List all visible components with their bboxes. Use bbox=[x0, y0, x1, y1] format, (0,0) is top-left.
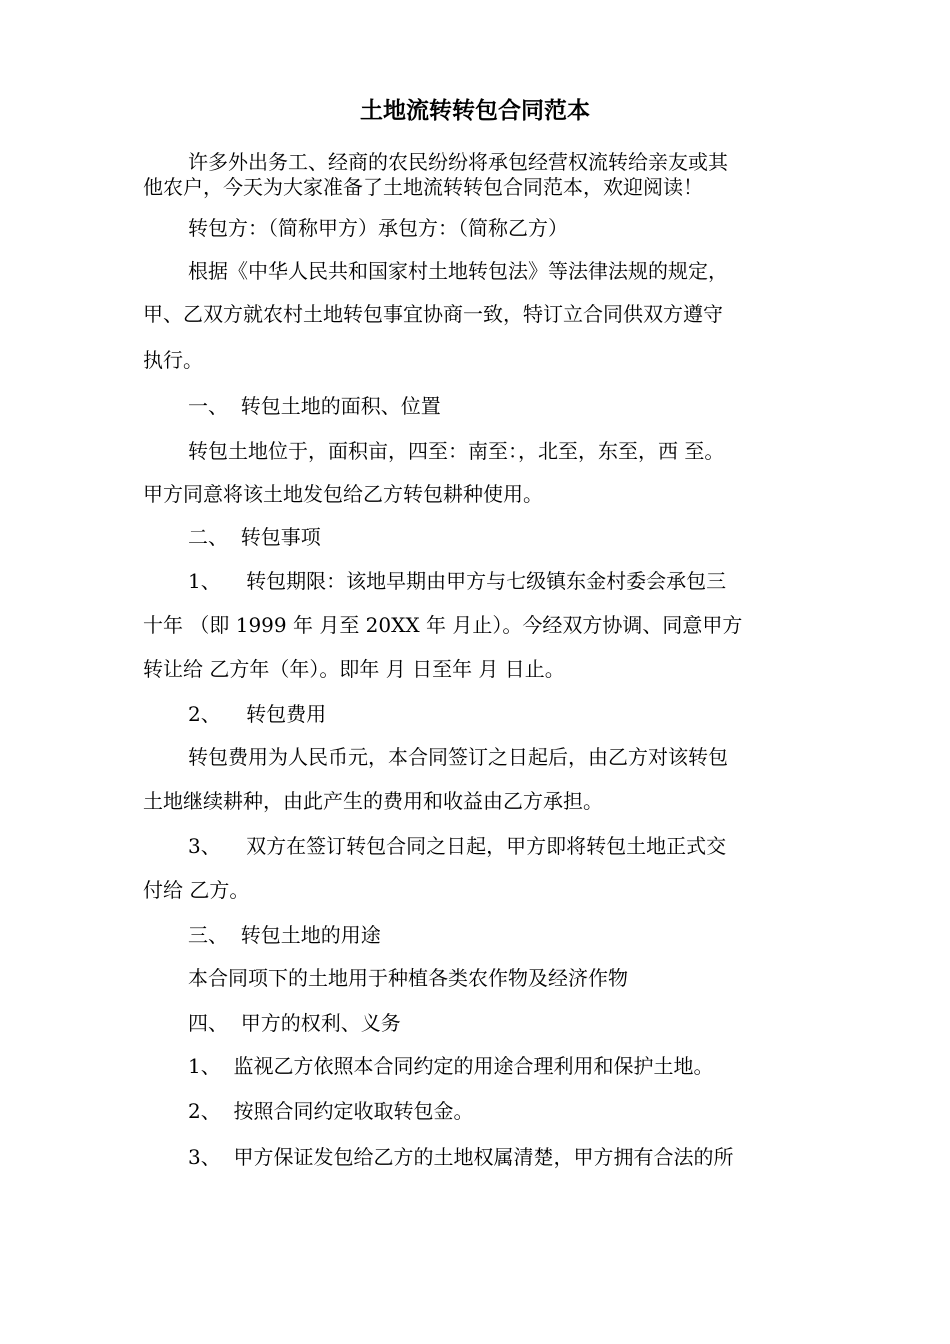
list-item-line: 2、 按照合同约定收取转包金。 bbox=[188, 1099, 474, 1123]
paragraph-line: 他农户，今天为大家准备了土地流转转包合同范本，欢迎阅读！ bbox=[143, 175, 703, 199]
list-item-line: 1、 转包期限：该地早期由甲方与七级镇东金村委会承包三 bbox=[188, 569, 727, 593]
section-heading: 二、 转包事项 bbox=[188, 525, 321, 549]
paragraph-line: 土地继续耕种，由此产生的费用和收益由乙方承担。 bbox=[143, 789, 603, 813]
paragraph-line: 付给 乙方。 bbox=[143, 878, 250, 902]
paragraph-line: 转让给 乙方年（年）。即年 月 日至年 月 日止。 bbox=[143, 657, 565, 681]
paragraph-line: 转包费用为人民币元，本合同签订之日起后，由乙方对该转包 bbox=[188, 745, 728, 769]
document-title: 土地流转转包合同范本 bbox=[360, 97, 590, 124]
paragraph-line: 甲、乙双方就农村土地转包事宜协商一致，特订立合同供双方遵守 bbox=[143, 302, 723, 326]
paragraph-line: 根据《中华人民共和国家村土地转包法》等法律法规的规定， bbox=[188, 259, 728, 283]
list-item-line: 3、 双方在签订转包合同之日起，甲方即将转包土地正式交 bbox=[188, 834, 727, 858]
section-heading: 三、 转包土地的用途 bbox=[188, 923, 381, 947]
paragraph-line: 十年 （即 1999 年 月至 20XX 年 月止）。今经双方协调、同意甲方 bbox=[143, 613, 743, 637]
paragraph-line: 本合同项下的土地用于种植各类农作物及经济作物 bbox=[188, 966, 628, 990]
paragraph-line: 甲方同意将该土地发包给乙方转包耕种使用。 bbox=[143, 482, 543, 506]
paragraph-line: 转包土地位于，面积亩，四至：南至：，北至，东至，西 至。 bbox=[188, 439, 725, 463]
list-item-line: 1、 监视乙方依照本合同约定的用途合理利用和保护土地。 bbox=[188, 1054, 714, 1078]
section-heading: 四、 甲方的权利、义务 bbox=[188, 1011, 401, 1035]
paragraph-line: 执行。 bbox=[143, 348, 203, 372]
parties-line: 转包方：（简称甲方）承包方：（简称乙方） bbox=[188, 216, 568, 240]
list-item-line: 3、 甲方保证发包给乙方的土地权属清楚，甲方拥有合法的所 bbox=[188, 1145, 734, 1169]
section-heading: 一、 转包土地的面积、位置 bbox=[188, 394, 441, 418]
paragraph-line: 许多外出务工、经商的农民纷纷将承包经营权流转给亲友或其 bbox=[188, 150, 728, 174]
list-item-line: 2、 转包费用 bbox=[188, 702, 327, 726]
